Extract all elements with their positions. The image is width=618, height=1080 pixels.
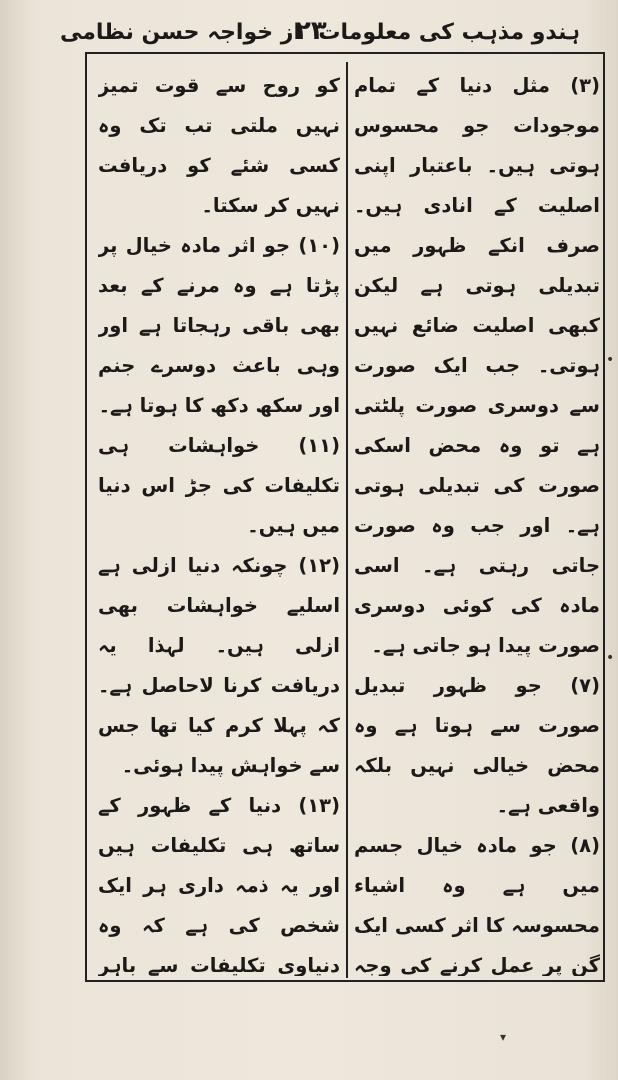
- margin-dot-icon: •: [606, 650, 615, 666]
- signature-mark-icon: ▾: [500, 1030, 507, 1044]
- page-number: ۲۳: [295, 16, 327, 46]
- paragraph: (۷) جو ظہور تبدیل صورت سے ہوتا ہے وہ محض خیالی نہیں بلکہ واقعی ہے۔: [354, 674, 600, 817]
- paragraph: کو روح سے قوت تمیز نہیں ملتی تب تک وہ کسی شئے کو دریافت نہیں کر سکتا۔: [98, 74, 340, 217]
- running-title: ہندو مذہب کی معلومات: [318, 20, 580, 45]
- margin-dot-icon: •: [606, 352, 615, 368]
- column-divider: [346, 62, 348, 978]
- paragraph: (۸) جو مادہ خیال جسم میں ہے وہ اشیاء محسوسہ کا اثر کسی ایک گن پر عمل کرنے کی وجہ: [354, 834, 600, 976]
- paragraph: (۱۰) جو اثر مادہ خیال پر پڑتا ہے وہ مرنے کے بعد بھی باقی رہجاتا ہے اور وہی باعث دوسرے جنم اور سکھ دکھ کا ہوتا ہے۔: [98, 234, 340, 417]
- author-line: از خواجہ حسن نظامی: [60, 20, 301, 45]
- paragraph: (۱۲) چونکہ دنیا ازلی ہے اسلیے خواہشات بھی ازلی ہیں۔ لہذا یہ دریافت کرنا لاحاصل ہے۔ کہ پہلا کرم کیا تھا جس سے خواہش پیدا ہوئی۔: [98, 554, 340, 777]
- right-column: [354, 66, 600, 976]
- page-header: [60, 14, 590, 54]
- paragraph: (۳) مثل دنیا کے تمام موجودات جو محسوس ہوتی ہیں۔ باعتبار اپنی اصلیت کے انادی ہیں۔ صرف انکے ظہور میں تبدیلی ہوتی ہے لیکن کبھی اصلیت ضائع نہیں ہوتی۔ جب ایک صورت سے دوسری صورت پلٹتی ہے تو وہ محض اسکی صورت کی تبدیلی ہوتی ہے۔ اور جب وہ صورت جاتی رہتی ہے۔ اسی مادہ کی کوئی دوسری صورت پیدا ہو جاتی ہے۔: [354, 74, 600, 657]
- paragraph: (۱۳) دنیا کے ظہور کے ساتھ ہی تکلیفات ہیں اور یہ ذمہ داری ہر ایک شخص کی ہے کہ وہ دنیاوی تکلیفات سے باہر: [98, 794, 340, 976]
- left-column: [98, 66, 340, 976]
- paragraph: (۱۱) خواہشات ہی تکلیفات کی جڑ اس دنیا میں ہیں۔: [98, 434, 340, 537]
